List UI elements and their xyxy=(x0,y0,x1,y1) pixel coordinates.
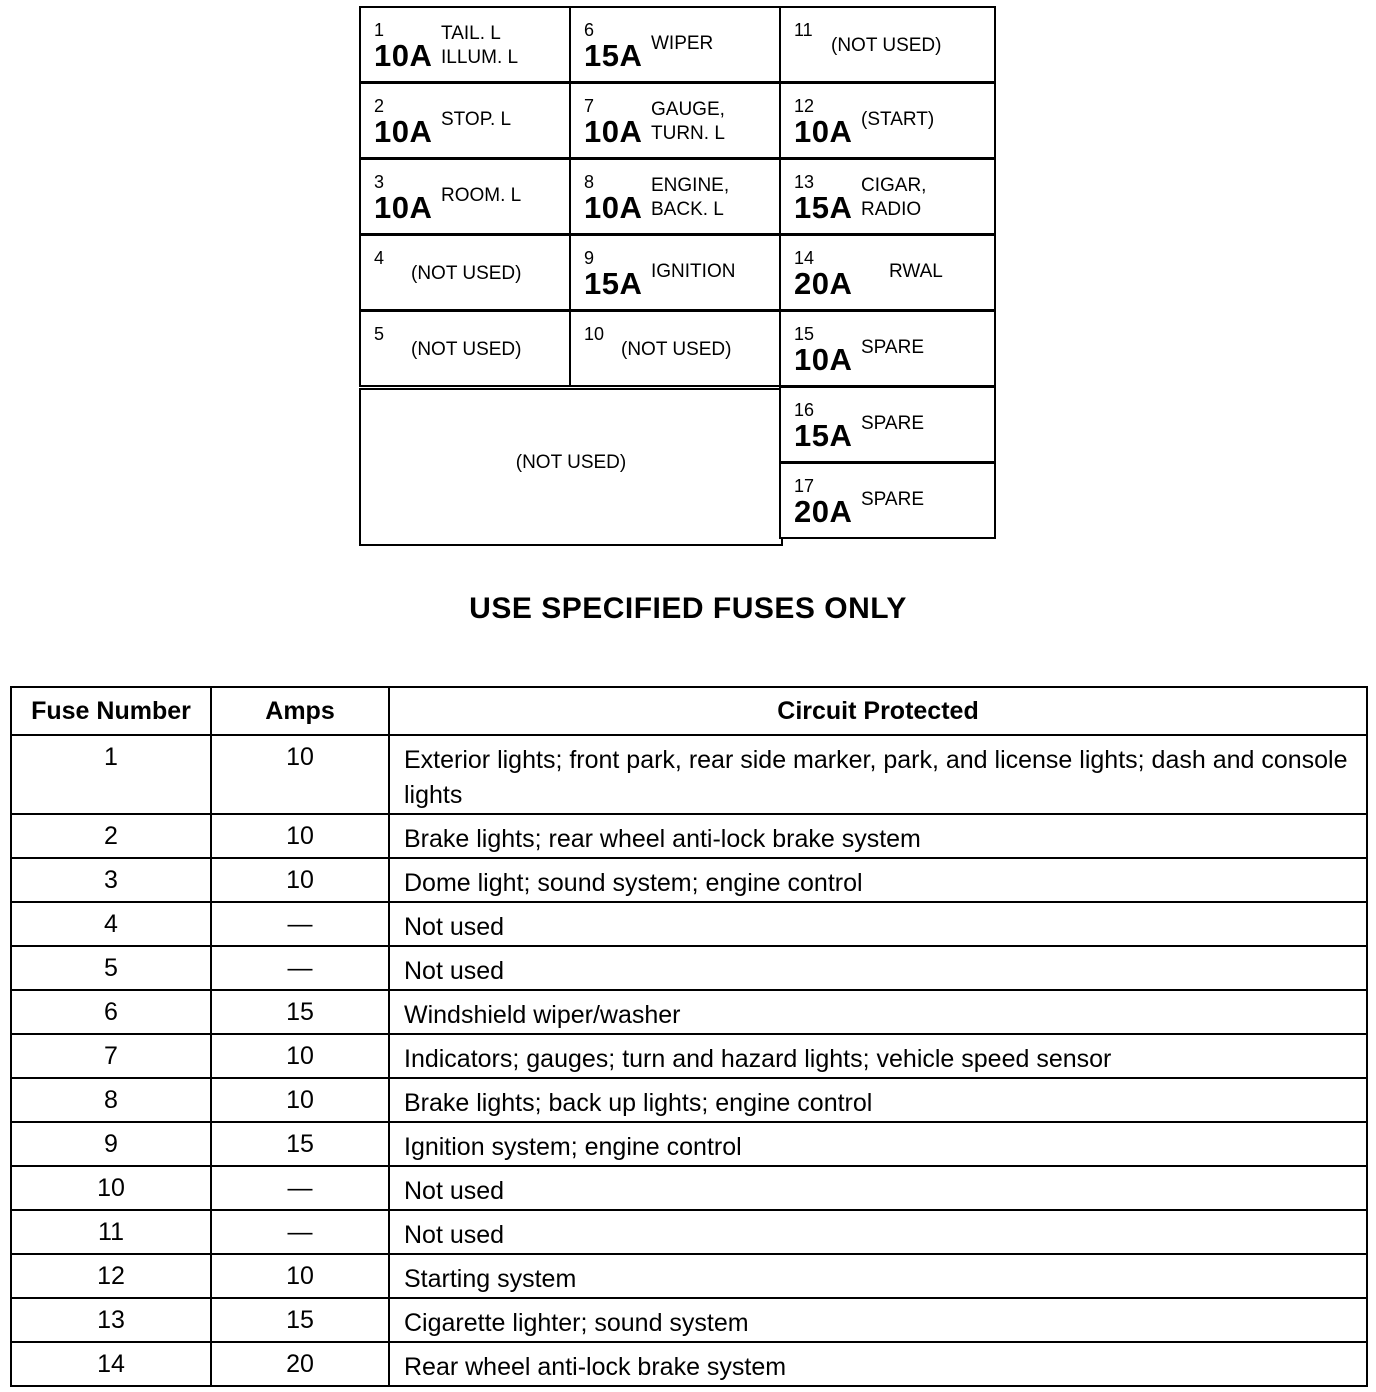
fuse-cell-12 xyxy=(779,82,996,159)
fuse-number: 17 xyxy=(794,476,815,496)
fuse-number: 4 xyxy=(374,248,385,268)
fuse-number: 15 xyxy=(794,324,815,344)
fuse-number-cell: 9 xyxy=(11,1122,211,1166)
fuse-number: 10 xyxy=(584,324,605,344)
fuse-circuit-label: CIGAR, RADIO xyxy=(861,175,927,220)
fuse-cell-13 xyxy=(779,158,996,235)
circuit-protected-cell: Ignition system; engine control xyxy=(389,1122,1367,1166)
unused-block-label: (NOT USED) xyxy=(515,452,627,473)
fuse-number-cell: 3 xyxy=(11,858,211,902)
amps-cell: 10 xyxy=(211,858,389,902)
table-row xyxy=(11,1342,1367,1386)
fuse-circuit-label: IGNITION xyxy=(651,261,736,282)
circuit-protected-cell: Indicators; gauges; turn and hazard lights; vehicle speed sensor xyxy=(389,1034,1367,1078)
table-header-row xyxy=(11,687,1367,735)
fuse-circuit-label: (NOT USED) xyxy=(411,339,522,360)
fuse-circuit-label: TAIL. L ILLUM. L xyxy=(441,23,519,68)
fuse-number-cell: 10 xyxy=(11,1166,211,1210)
table-row xyxy=(11,1298,1367,1342)
fuse-number: 11 xyxy=(794,20,813,40)
fuse-cell-6 xyxy=(569,6,781,83)
fuse-cell-9 xyxy=(569,234,781,311)
fuse-cell-15 xyxy=(779,310,996,387)
fuse-cell-16 xyxy=(779,386,996,463)
fuse-cell-14 xyxy=(779,234,996,311)
table-row xyxy=(11,735,1367,814)
circuit-protected-cell: Brake lights; back up lights; engine control xyxy=(389,1078,1367,1122)
fuse-number-cell: 6 xyxy=(11,990,211,1034)
amps-cell: — xyxy=(211,1166,389,1210)
fuse-number: 14 xyxy=(794,248,815,268)
circuit-protected-cell: Not used xyxy=(389,902,1367,946)
fuse-circuit-label: (NOT USED) xyxy=(621,339,732,360)
fuse-cell-3 xyxy=(359,158,571,235)
table-row xyxy=(11,1122,1367,1166)
table-row xyxy=(11,1210,1367,1254)
amps-cell: — xyxy=(211,946,389,990)
fuse-cell-4 xyxy=(359,234,571,311)
fuse-circuit-label: ROOM. L xyxy=(441,185,522,206)
fuse-number: 13 xyxy=(794,172,815,192)
fuse-amperage: 10A xyxy=(374,190,433,225)
fuse-circuit-label: ENGINE, BACK. L xyxy=(651,175,730,220)
amps-cell: 15 xyxy=(211,1122,389,1166)
circuit-protected-cell: Rear wheel anti-lock brake system xyxy=(389,1342,1367,1386)
header-circuit-protected: Circuit Protected xyxy=(389,687,1367,735)
circuit-protected-cell: Not used xyxy=(389,1166,1367,1210)
fuse-number-cell: 5 xyxy=(11,946,211,990)
fuse-amperage: 10A xyxy=(794,114,853,149)
header-amps: Amps xyxy=(211,687,389,735)
circuit-protected-cell: Windshield wiper/washer xyxy=(389,990,1367,1034)
table-row xyxy=(11,1166,1367,1210)
fuse-number-cell: 7 xyxy=(11,1034,211,1078)
fuse-circuit-label: WIPER xyxy=(651,33,714,54)
fuse-number-cell: 14 xyxy=(11,1342,211,1386)
fuse-amperage: 10A xyxy=(374,114,433,149)
fuse-number: 5 xyxy=(374,324,385,344)
table-row xyxy=(11,814,1367,858)
fuse-number: 9 xyxy=(584,248,595,268)
fuse-circuit-label: RWAL xyxy=(889,261,943,282)
amps-cell: 10 xyxy=(211,1078,389,1122)
fuse-amperage: 10A xyxy=(794,342,853,377)
fuse-number-cell: 11 xyxy=(11,1210,211,1254)
fuse-circuit-label: GAUGE, TURN. L xyxy=(651,99,725,144)
table-row xyxy=(11,1034,1367,1078)
fuse-cell-11 xyxy=(779,6,996,83)
fuse-number-cell: 13 xyxy=(11,1298,211,1342)
fuse-amperage: 15A xyxy=(584,38,643,73)
fuse-amperage: 10A xyxy=(584,114,643,149)
circuit-protected-cell: Cigarette lighter; sound system xyxy=(389,1298,1367,1342)
fuse-circuit-label: (NOT USED) xyxy=(831,35,942,56)
fuse-number: 8 xyxy=(584,172,595,192)
fuse-number: 3 xyxy=(374,172,385,192)
amps-cell: 20 xyxy=(211,1342,389,1386)
table-row xyxy=(11,1254,1367,1298)
fuse-circuit-label: (START) xyxy=(861,109,935,130)
fuse-circuit-label: SPARE xyxy=(861,489,925,510)
circuit-protected-cell: Not used xyxy=(389,946,1367,990)
fuse-circuit-label: STOP. L xyxy=(441,109,512,130)
fuse-number: 1 xyxy=(374,20,385,40)
amps-cell: 10 xyxy=(211,814,389,858)
fuse-amperage: 15A xyxy=(794,190,853,225)
fuse-warning-heading: USE SPECIFIED FUSES ONLY xyxy=(469,592,907,625)
fuse-cell-2 xyxy=(359,82,571,159)
table-row xyxy=(11,946,1367,990)
circuit-protected-cell: Not used xyxy=(389,1210,1367,1254)
fuse-table xyxy=(10,686,1368,1387)
amps-cell: — xyxy=(211,1210,389,1254)
fuse-cell-7 xyxy=(569,82,781,159)
fuse-circuit-label: SPARE xyxy=(861,413,925,434)
fuse-amperage: 20A xyxy=(794,266,853,301)
circuit-protected-cell: Exterior lights; front park, rear side marker, park, and license lights; dash and console lights xyxy=(389,735,1367,814)
table-row xyxy=(11,990,1367,1034)
fuse-cell-5 xyxy=(359,310,571,387)
fuse-number-cell: 8 xyxy=(11,1078,211,1122)
fuse-number: 16 xyxy=(794,400,815,420)
fuse-number-cell: 1 xyxy=(11,735,211,814)
unused-fuse-block xyxy=(359,388,783,546)
fuse-number-cell: 12 xyxy=(11,1254,211,1298)
amps-cell: 10 xyxy=(211,1034,389,1078)
fuse-number: 12 xyxy=(794,96,815,116)
fuse-cell-10 xyxy=(569,310,781,387)
fuse-number: 7 xyxy=(584,96,595,116)
amps-cell: 10 xyxy=(211,735,389,814)
fuse-circuit-label: (NOT USED) xyxy=(411,263,522,284)
fuse-number: 2 xyxy=(374,96,385,116)
amps-cell: — xyxy=(211,902,389,946)
fuse-amperage: 15A xyxy=(584,266,643,301)
circuit-protected-cell: Starting system xyxy=(389,1254,1367,1298)
header-fuse-number: Fuse Number xyxy=(11,687,211,735)
fuse-cell-8 xyxy=(569,158,781,235)
fuse-cell-1 xyxy=(359,6,571,83)
fuse-circuit-label: SPARE xyxy=(861,337,925,358)
fuse-box-diagram xyxy=(359,6,996,546)
amps-cell: 10 xyxy=(211,1254,389,1298)
fuse-number-cell: 2 xyxy=(11,814,211,858)
fuse-number: 6 xyxy=(584,20,595,40)
circuit-protected-cell: Dome light; sound system; engine control xyxy=(389,858,1367,902)
fuse-amperage: 15A xyxy=(794,418,853,453)
table-row xyxy=(11,1078,1367,1122)
fuse-cell-17 xyxy=(779,462,996,539)
circuit-protected-cell: Brake lights; rear wheel anti-lock brake system xyxy=(389,814,1367,858)
amps-cell: 15 xyxy=(211,990,389,1034)
fuse-number-cell: 4 xyxy=(11,902,211,946)
table-row xyxy=(11,858,1367,902)
fuse-amperage: 10A xyxy=(584,190,643,225)
table-row xyxy=(11,902,1367,946)
amps-cell: 15 xyxy=(211,1298,389,1342)
fuse-amperage: 10A xyxy=(374,38,433,73)
fuse-amperage: 20A xyxy=(794,494,853,529)
